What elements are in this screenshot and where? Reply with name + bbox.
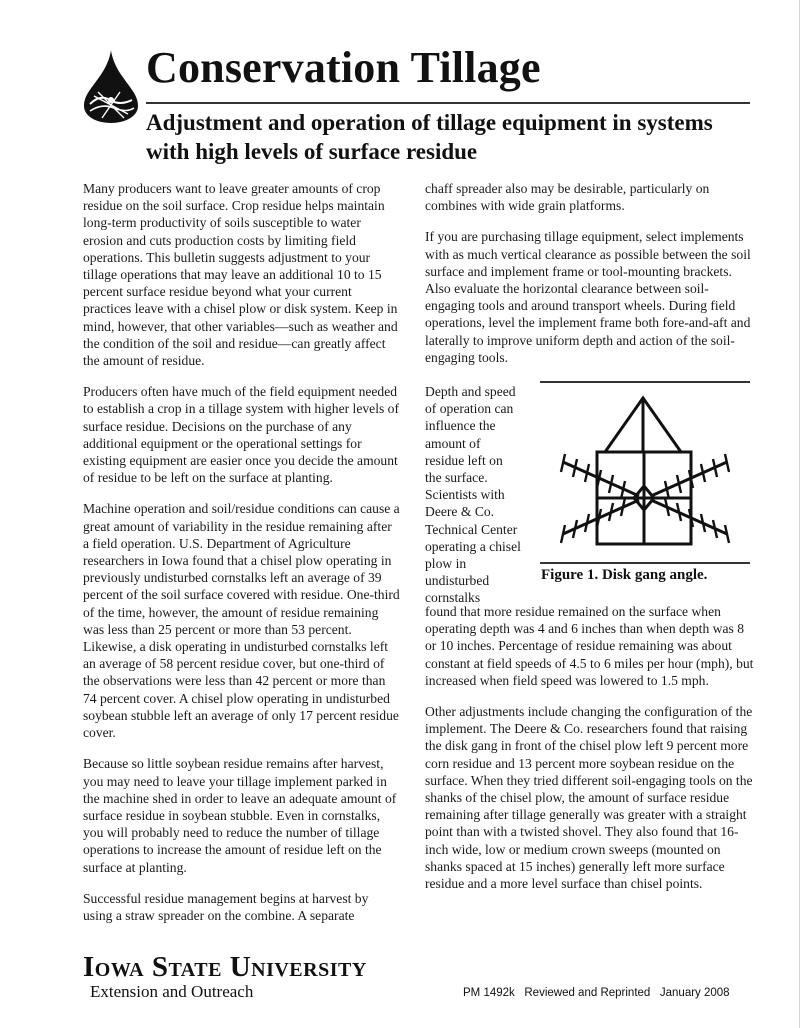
figure-top-rule (540, 381, 750, 383)
header-divider (146, 102, 750, 104)
university-name: Iowa State University (83, 951, 367, 983)
paragraph: chaff spreader also may be desirable, particularly on combines with wide grain platforms. (425, 181, 710, 214)
paragraph: Many producers want to leave greater amounts of crop residue on the soil surface. Crop residue helps maintain long-term productivity of soils susceptible to water erosion and cuts production costs by limiting field operations. This bulletin suggests adjustment to your tillage operations that may leave an additional 10 to 15 percent surface residue beyond what your current practices leave with a chisel plow or disk system. Keep in mind, however, that other variables—such as weather and the condition of the soil and residue—can greatly affect the amount of residue. (83, 181, 398, 369)
paragraph: found that more residue remained on the surface when operating depth was 4 and 6 inches than when depth was 8 or 10 inches. Percentage of residue remaining was about constant at field speeds of 4.5 to 6 miles per hour (mph), but increased when field speed was lowered to 1.5 mph. (425, 604, 754, 688)
figure-bottom-rule (540, 562, 750, 564)
page-title: Conservation Tillage (146, 43, 541, 92)
paragraph: If you are purchasing tillage equipment, select implements with as much vertical clearance as possible between the soil surface and implement frame or tool-mounting brackets. Also evaluate the horizontal clearance between soil-engaging tools and around transport wheels. During field operations, level the implement frame both fore-and-aft and laterally to improve uniform depth and action of the soil-engaging tools. (425, 229, 751, 365)
disk-gang-diagram-icon (555, 392, 735, 557)
figure-caption: Figure 1. Disk gang angle. (541, 567, 708, 583)
paragraph: Because so little soybean residue remains after harvest, you may need to leave your tillage implement parked in the machine shed in order to leave an adequate amount of surface residue in soybean stubble. Even in cornstalks, you will probably need to reduce the number of tillage operations to increase the amount of residue left on the surface at planting. (83, 756, 397, 875)
paragraph: Machine operation and soil/residue conditions can cause a great amount of variability in the residue remaining after a field operation. U.S. Department of Agriculture researchers in Iowa found that a chisel plow operating in previously undisturbed cornstalks left an average of 39 percent of the soil surface covered with residue. One-third of the time, however, the amount of residue remaining was less than 25 percent or more than 53 percent. Likewise, a disk operating in undisturbed cornstalks left an average of 58 percent residue cover, but one-third of the observations were less than 42 percent or more than 74 percent cover. A chisel plow operating in undisturbed soybean stubble left an average of only 17 percent residue cover. (83, 501, 400, 741)
paragraph: Other adjustments include changing the configuration of the implement. The Deere & Co. researchers found that raising the disk gang in front of the chisel plow left 9 percent more corn residue and 13 percent more soybean residue on the surface. When they tried different soil-engaging tools on the shanks of the chisel plow, the amount of surface residue remaining after tillage generally was greater with a straight point than with a twisted shovel. They also found that 16-inch wide, low or medium crown sweeps (mounted on shanks spaced at 15 inches) generally left more surface residue and a more level surface than chisel points. (425, 704, 753, 892)
right-column-top (425, 180, 755, 380)
paragraph: Successful residue management begins at harvest by using a straw spreader on the combine. A separate (83, 890, 369, 923)
left-column (83, 180, 401, 938)
right-column-bottom (425, 603, 755, 906)
publication-id: PM 1492k Reviewed and Reprinted January 2008 (463, 987, 730, 999)
extension-unit: Extension and Outreach (90, 982, 254, 1001)
figure-wrap-text: Depth and speed of operation can influence the amount of residue left on the surface. Scientists with Deere & Co. Technical Center operating a chisel plow in undisturbed cornstalks (425, 384, 521, 606)
page-subtitle: Adjustment and operation of tillage equipment in systems with high levels of surface residue (146, 110, 713, 164)
water-drop-logo-icon (80, 48, 142, 124)
paragraph: Producers often have much of the field equipment needed to establish a crop in a tillage system with higher levels of surface residue. Decisions on the purchase of any additional equipment or the operational settings for existing equipment are easier once you decide the amount of residue to be left on the surface at planting. (83, 384, 399, 486)
